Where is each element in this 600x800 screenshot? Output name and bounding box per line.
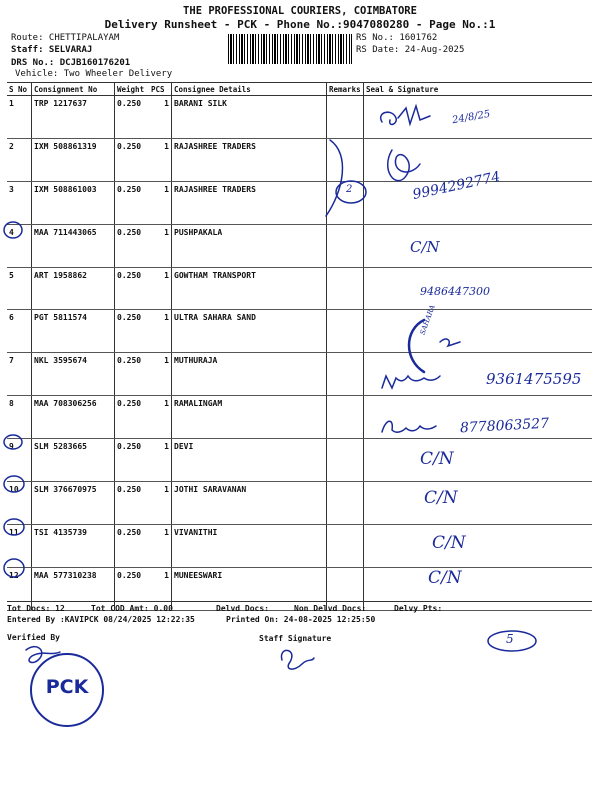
col-consignment-header: Consignment No — [32, 83, 115, 96]
cell-consignment: MAA 711443065 — [32, 224, 115, 267]
hw-phone-row-5: 9486447300 — [420, 285, 490, 298]
cell-pcs: 1 — [149, 439, 172, 482]
cell-consignment: TRP 1217637 — [32, 96, 115, 139]
entered-by: Entered By :KAVIPCK 08/24/2025 12:22:35 — [7, 615, 195, 624]
cell-consignee: VIVANITHI — [172, 524, 327, 567]
cell-consignment: NKL 3595674 — [32, 353, 115, 396]
cell-weight: 0.250 — [115, 524, 150, 567]
cell-consignment: PGT 5811574 — [32, 310, 115, 353]
cell-weight: 0.250 — [115, 181, 150, 224]
cell-pcs: 1 — [149, 396, 172, 439]
hw-cn-row-10: C/N — [424, 488, 458, 508]
circle-sno-4 — [4, 222, 22, 238]
rs-date: RS Date: 24-Aug-2025 — [356, 45, 465, 55]
signature-row-2 — [388, 150, 420, 181]
col-sno-header: S No — [7, 83, 32, 96]
hw-date-row-1: 24/8/25 — [451, 108, 492, 127]
hw-phone-row-3: 9994292774 — [411, 168, 502, 204]
hw-phone-row-7: 9361475595 — [486, 370, 582, 388]
cell-weight: 0.250 — [115, 396, 150, 439]
cell-sno: 9 — [7, 439, 32, 482]
company-title: THE PROFESSIONAL COURIERS, COIMBATORE — [183, 5, 417, 17]
cell-pcs: 1 — [149, 567, 172, 610]
cell-pcs: 1 — [149, 96, 172, 139]
verified-by-label: Verified By — [7, 633, 60, 642]
col-pcs-header: PCS — [149, 83, 172, 96]
cell-consignee: RAMALINGAM — [172, 396, 327, 439]
cell-weight: 0.250 — [115, 96, 150, 139]
drs-number: DRS No.: DCJB160176201 — [11, 58, 131, 68]
cell-sno: 12 — [7, 567, 32, 610]
cell-weight: 0.250 — [115, 267, 150, 310]
staff-label: Staff: SELVARAJ — [11, 45, 93, 55]
cell-consignee: MUTHURAJA — [172, 353, 327, 396]
cell-consignee: MUNEESWARI — [172, 567, 327, 610]
cell-pcs: 1 — [149, 310, 172, 353]
cell-consignment: MAA 708306256 — [32, 396, 115, 439]
delivered-docs: Delvd Docs: — [216, 604, 269, 613]
signature-row-6 — [440, 339, 460, 346]
cell-weight: 0.250 — [115, 224, 150, 267]
hw-phone-row-8: 8778063527 — [459, 415, 550, 437]
signature-row-1 — [381, 106, 430, 124]
cell-sno: 6 — [7, 310, 32, 353]
printed-on: Printed On: 24-08-2025 12:25:50 — [226, 615, 376, 624]
cell-pcs: 1 — [149, 524, 172, 567]
cell-pcs: 1 — [149, 224, 172, 267]
total-docs: Tot Docs: 12 — [7, 604, 65, 613]
cell-sno: 8 — [7, 396, 32, 439]
cell-sno: 4 — [7, 224, 32, 267]
delivery-points: Delvy Pts: — [394, 604, 443, 613]
cell-weight: 0.250 — [115, 310, 150, 353]
cell-sno: 10 — [7, 482, 32, 525]
cell-sno: 2 — [7, 138, 32, 181]
verified-signature — [26, 647, 60, 663]
cell-weight: 0.250 — [115, 138, 150, 181]
hw-circled-5: 5 — [506, 632, 514, 646]
hw-cn-row-9: C/N — [420, 449, 454, 469]
col-seal-header: Seal & Signature — [364, 83, 593, 96]
cell-weight: 0.250 — [115, 482, 150, 525]
cell-consignee: RAJASHREE TRADERS — [172, 138, 327, 181]
footer-divider — [7, 601, 592, 602]
cell-sno: 3 — [7, 181, 32, 224]
cell-weight: 0.250 — [115, 567, 150, 610]
col-consignee-header: Consignee Details — [172, 83, 327, 96]
cell-weight: 0.250 — [115, 353, 150, 396]
cell-consignee: RAJASHREE TRADERS — [172, 181, 327, 224]
signature-row-8 — [382, 421, 436, 432]
staff-signature — [281, 650, 314, 669]
circle-sno-9 — [4, 435, 22, 449]
vehicle-label: Vehicle: Two Wheeler Delivery — [15, 69, 173, 79]
cell-consignee: ULTRA SAHARA SAND — [172, 310, 327, 353]
cell-weight: 0.250 — [115, 439, 150, 482]
cell-sno: 5 — [7, 267, 32, 310]
hw-sahara-seal: SAHARA — [418, 303, 437, 337]
cell-consignment: ART 1958862 — [32, 267, 115, 310]
circle-sno-12 — [4, 559, 24, 577]
hw-cn-row-11: C/N — [432, 533, 466, 553]
cell-consignment: IXM 508861003 — [32, 181, 115, 224]
cell-sno: 1 — [7, 96, 32, 139]
col-weight-header: Weight — [115, 83, 150, 96]
signature-row-7 — [382, 376, 440, 388]
cell-pcs: 1 — [149, 267, 172, 310]
pck-stamp-text: PCK — [45, 676, 89, 698]
remarks-bracket-mark — [326, 140, 342, 216]
cell-pcs: 1 — [149, 138, 172, 181]
cell-consignment: SLM 5283665 — [32, 439, 115, 482]
non-delivered-docs: Non Delvd Docs: — [294, 604, 367, 613]
hw-circled-2: 2 — [346, 184, 353, 195]
staff-signature-label: Staff Signature — [259, 634, 332, 643]
cell-consignee: BARANI SILK — [172, 96, 327, 139]
hw-cn-row-12: C/N — [428, 568, 462, 588]
cell-pcs: 1 — [149, 353, 172, 396]
route-label: Route: CHETTIPALAYAM — [11, 33, 120, 43]
circle-sno-11 — [4, 519, 24, 535]
cell-pcs: 1 — [149, 482, 172, 525]
cell-consignee: JOTHI SARAVANAN — [172, 482, 327, 525]
cell-consignee: DEVI — [172, 439, 327, 482]
rs-number: RS No.: 1601762 — [356, 33, 438, 43]
cell-consignee: GOWTHAM TRANSPORT — [172, 267, 327, 310]
cell-consignment: IXM 508861319 — [32, 138, 115, 181]
cell-consignment: TSI 4135739 — [32, 524, 115, 567]
cell-consignment: MAA 577310238 — [32, 567, 115, 610]
col-remarks-header: Remarks — [327, 83, 364, 96]
cell-consignee: PUSHPAKALA — [172, 224, 327, 267]
total-cod-amount: Tot COD Amt: 0.00 — [91, 604, 173, 613]
hw-cn-row-4: C/N — [410, 238, 440, 256]
cell-sno: 7 — [7, 353, 32, 396]
cell-pcs: 1 — [149, 181, 172, 224]
cell-consignment: SLM 376670975 — [32, 482, 115, 525]
cell-sno: 11 — [7, 524, 32, 567]
runsheet-subtitle: Delivery Runsheet - PCK - Phone No.:9047080280 - Page No.:1 — [104, 18, 496, 31]
circle-sno-10 — [4, 476, 24, 492]
